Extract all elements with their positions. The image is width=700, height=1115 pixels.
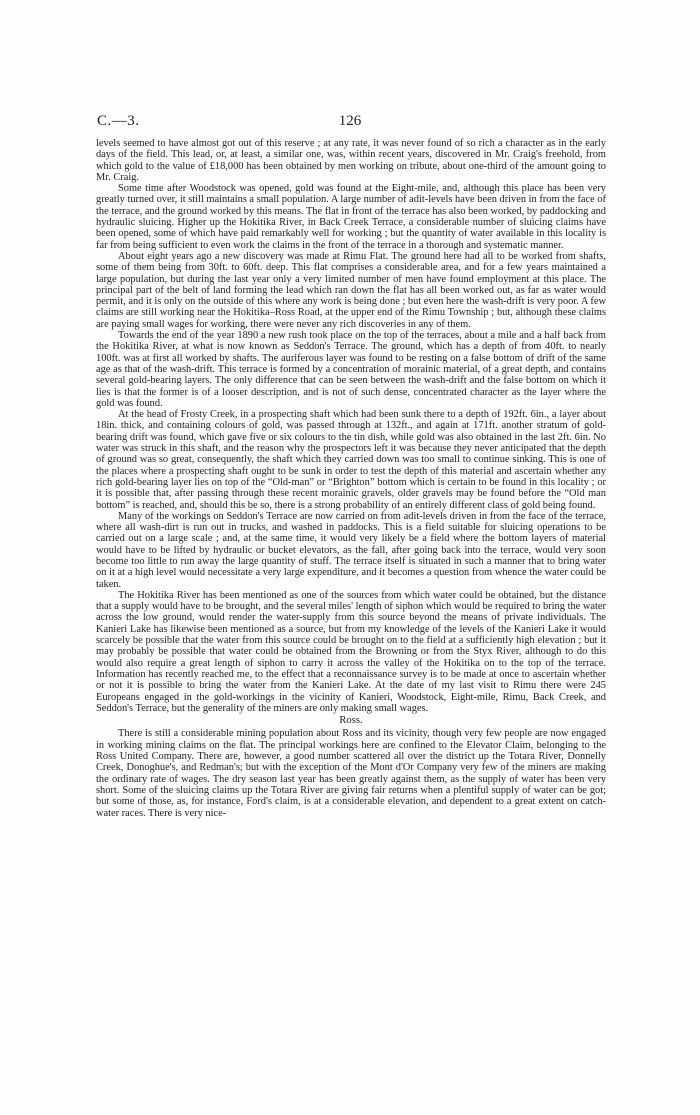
paragraph: Towards the end of the year 1890 a new rush took place on the top of the terraces, about a mile and a half back from the Hokitika River, at what is now known as Seddon's Terrace. The ground, which has a depth of from 40ft. to nearly 100ft. was at first all worked by shafts. The auriferous layer was found to be resting on a false bottom of drift of the same age as that of the wash-drift. This terrace is formed by a concentration of morainic material, of a great depth, and contains several gold-bearing layers. The only difference that can be seen between the wash-drift and the false bottom on which it lies is that the former is of a looser description, and is not of such dense, concentrated character as the layer where the gold was found. bbox=[96, 330, 606, 409]
paragraph: levels seemed to have almost got out of this reserve ; at any rate, it was never found of so rich a character as in the early days of the field. This lead, or, at least, a similar one, was, within recent years, discovered in Mr. Craig's freehold, from which gold to the value of £18,000 has been obtained by men working on tribute, about one-third of the amount going to Mr. Craig. bbox=[96, 138, 606, 183]
page-header bbox=[80, 113, 620, 137]
paragraph: Some time after Woodstock was opened, gold was found at the Eight-mile, and, although this place has been very greatly turned over, it still maintains a small population. A large number of adit-levels have been driven in from the face of the terrace, and the ground worked by this means. The flat in front of the terrace has also been worked, by paddocking and hydraulic sluicing. Higher up the Hokitika River, in Back Creek Terrace, a considerable number of sluicing claims have been opened, some of which have paid remarkably well for working ; but the quantity of water available in this locality is far from being sufficient to even work the claims in the front of the terrace in a thorough and systematic manner. bbox=[96, 183, 606, 251]
document-reference: C.—3. bbox=[97, 113, 140, 129]
paragraph: At the head of Frosty Creek, in a prospecting shaft which had been sunk there to a depth of 192ft. 6in., a layer about 18in. thick, and containing colours of gold, was passed through at 132ft., and again at 171ft. another stratum of gold-bearing drift was found, which gave five or six colours to the tin dish, while gold was also obtained in the last 2ft. 6in. No water was struck in this shaft, and the reason why the prospectors left it was because they never anticipated that the depth of ground was so great, consequently, the shaft which they carried down was too small to continue sinking. This is one of the places where a prospecting shaft ought to be sunk in order to test the depth of this material and ascertain whether any rich gold-bearing layer lies on top of the “Old-man” or “Brighton” bottom which is certain to be found in this locality ; or it is possible that, after passing through these recent morainic gravels, older gravels may be found before the “Old man bottom” is reached, and, should this be so, there is a strong probability of an entirely different class of gold being found. bbox=[96, 409, 606, 511]
page-number: 126 bbox=[338, 113, 362, 129]
paragraph: The Hokitika River has been mentioned as one of the sources from which water could be obtained, but the distance that a supply would have to be brought, and the several miles' length of siphon which would be required to bring the water across the low ground, would render the water-supply from this source beyond the means of private individuals. The Kanieri Lake has likewise been mentioned as a source, but from my knowledge of the levels of the Kanieri Lake it would scarcely be possible that the water from this source could be brought on to the field at a sufficiently high elevation ; but it may probably be possible that water could be obtained from the Browning or from the Styx River, although to do this would also require a great length of siphon to carry it across the valley of the Hokitika on to the top of the terrace. Information has recently reached me, to the effect that a reconnaissance survey is to be made at once to ascertain whether or not it is possible to bring the water from the Kanieri Lake. At the date of my last visit to Rimu there were 245 Europeans engaged in the gold-workings in the vicinity of Kanieri, Woodstock, Eight-mile, Rimu, Back Creek, and Seddon's Terrace, but the generality of the miners are only making small wages. bbox=[96, 589, 606, 714]
section-heading: Ross. bbox=[339, 715, 363, 727]
body-text bbox=[96, 138, 606, 819]
paragraph: Many of the workings on Seddon's Terrace are now carried on from adit-levels driven in from the face of the terrace, where all wash-dirt is run out in trucks, and washed in paddocks. This is a field suitable for sluicing operations to be carried out on a large scale ; and, at the same time, it would very likely be a field where the bottom layers of material would have to be lifted by hydraulic or bucket elevators, as the fall, after going back into the terrace, would very soon become too little to run away the large quantity of stuff. The terrace itself is situated in such a manner that to bring water on it at a high level would necessitate a very large expenditure, and it becomes a question from whence the water could be taken. bbox=[96, 510, 606, 590]
paragraph: About eight years ago a new discovery was made at Rimu Flat. The ground here had all to be worked from shafts, some of them being from 30ft. to 60ft. deep. This flat comprises a considerable area, and for a few years maintained a large population, but during the last year only a very limited number of men have found employment at this place. The principal part of the belt of land forming the lead which ran down the flat has all been worked out, as far as water would permit, and it is only on the outside of this where any work is being done ; but even here the wash-drift is very poor. A few claims are still working near the Hokitika–Ross Road, at the upper end of the Rimu Township ; but, although these claims are paying small wages for working, there were never any rich discoveries in any of them. bbox=[96, 250, 606, 330]
paragraph: There is still a considerable mining population about Ross and its vicinity, though very few people are now engaged in working mining claims on the flat. The principal workings here are confined to the Elevator Claim, belonging to the Ross United Company. There are, however, a good number scattered all over the district up the Totara River, Donnelly Creek, Donoghue's, and Redman's; but with the exception of the Mont d'Or Company very few of the miners are making the ordinary rate of wages. The dry season last year has been greatly against them, as the supply of water has been very short. Some of the sluicing claims up the Totara River are giving fair returns when a plentiful supply of water can be got; but some of those, as, for instance, Ford's claim, is at a considerable elevation, and dependent to a great extent on catch-water races. There is very nice- bbox=[96, 728, 606, 819]
